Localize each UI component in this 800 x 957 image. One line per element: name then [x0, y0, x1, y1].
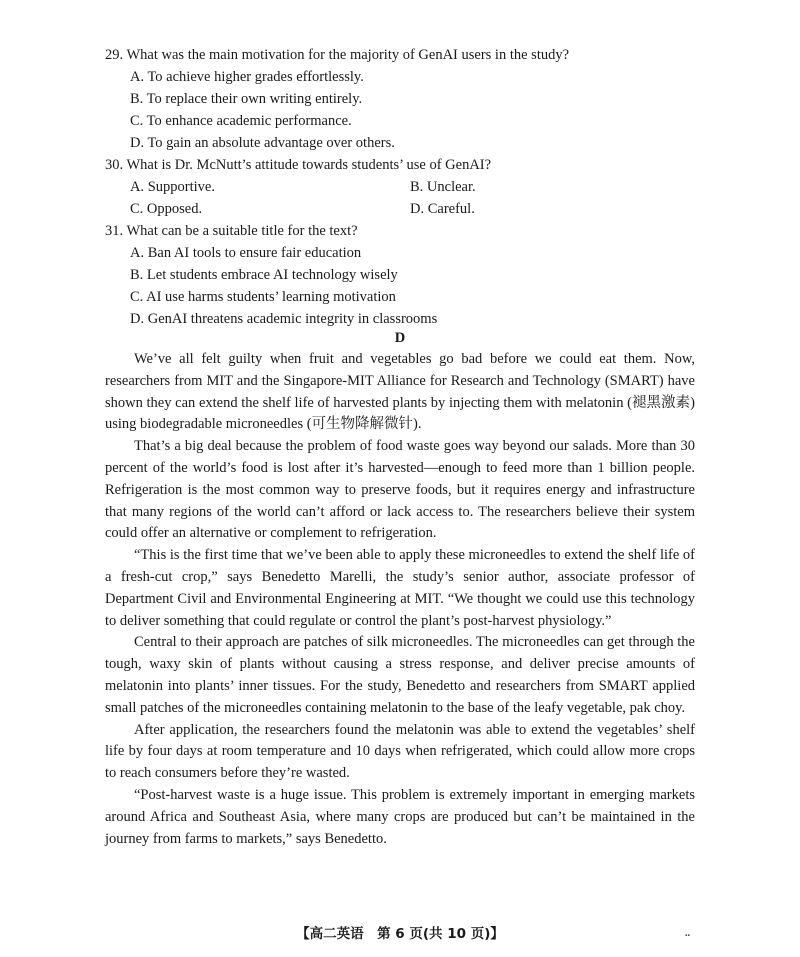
passage-paragraph: Central to their approach are patches of silk microneedles. The microneedles can get through the tough, waxy skin of plants without causing a stress response, and deliver precise amounts of melatonin into plants’ inner tissues. For the study, Benedetto and researchers from SMART applied small patches of the microneedles containing melatonin to the base of the leafy vegetable, pak choy.: [105, 634, 695, 716]
question-30-stem: 30. What is Dr. McNutt’s attitude towards students’ use of GenAI?: [105, 157, 492, 173]
section-heading: D: [394, 330, 406, 346]
passage-paragraph: We’ve all felt guilty when fruit and vegetables go bad before we could eat them. Now, researchers from MIT and the Singapore-MIT Alliance for Research and Technology (SMART) have shown they can extend the shelf life of harvested plants by injecting them with melatonin (褪黑激素) using biodegradable microneedles (可生物降解微针).: [105, 351, 695, 433]
passage-paragraph: “This is the first time that we’ve been able to apply these microneedles to extend the shelf life of a fresh-cut crop,” says Benedetto Marelli, the study’s senior author, associate professor of Department Civil and Environmental Engineering at MIT. “We thought we could use this technology to deliver something that could regulate or control the plant’s post-harvest physiology.”: [105, 547, 695, 629]
footer-mark: ..: [685, 928, 690, 939]
reading-passage: [105, 349, 695, 850]
question-30-option-d: D. Careful.: [410, 201, 475, 217]
question-31-stem: 31. What can be a suitable title for the text?: [105, 223, 358, 239]
passage-paragraph: “Post-harvest waste is a huge issue. This problem is extremely important in emerging markets around Africa and Southeast Asia, where many crops are produced but can’t be maintained in the journey from farms to markets,” says Benedetto.: [105, 786, 695, 847]
question-30-option-b: B. Unclear.: [410, 179, 476, 195]
question-29-stem: 29. What was the main motivation for the majority of GenAI users in the study?: [105, 47, 570, 63]
passage-paragraph: That’s a big deal because the problem of food waste goes way beyond our salads. More than 30 percent of the world’s food is lost after it’s harvested—enough to feed more than 1 billion people. Refrigeration is the most common way to preserve foods, but it requires energy and infrastructure that many regions of the world can’t afford or lack access to. The researchers believe their system could offer an alternative or complement to refrigeration.: [105, 438, 695, 542]
question-31-option-b: B. Let students embrace AI technology wisely: [130, 267, 398, 283]
question-29-option-c: C. To enhance academic performance.: [130, 113, 352, 129]
page-footer: 【高二英语 第 6 页(共 10 页)】: [296, 926, 504, 942]
passage-paragraph: After application, the researchers found the melatonin was able to extend the vegetables’ shelf life by four days at room temperature and 10 days when refrigerated, which could allow more crops to reach consumers before they’re wasted.: [105, 721, 695, 782]
question-31-option-a: A. Ban AI tools to ensure fair education: [130, 245, 362, 261]
question-29-option-b: B. To replace their own writing entirely.: [130, 91, 363, 107]
question-31-option-d: D. GenAI threatens academic integrity in classrooms: [130, 311, 438, 327]
question-29-option-a: A. To achieve higher grades effortlessly.: [130, 69, 364, 85]
question-30-option-c: C. Opposed.: [130, 201, 203, 217]
question-31-option-c: C. AI use harms students’ learning motivation: [130, 289, 396, 305]
question-30-option-a: A. Supportive.: [130, 179, 215, 195]
question-29-option-d: D. To gain an absolute advantage over others.: [130, 135, 395, 151]
